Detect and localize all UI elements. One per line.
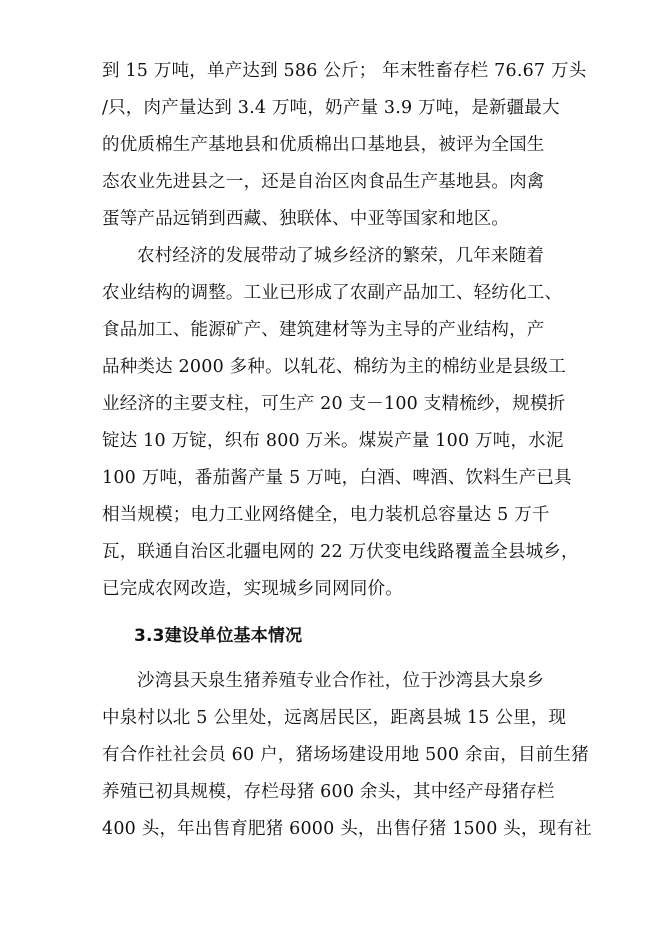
- paragraph-3-line: 中泉村以北 5 公里处，远离居民区，距离县城 15 公里，现: [102, 708, 567, 728]
- paragraph-3-line: 养殖已初具规模，存栏母猪 600 余头，其中经产母猪存栏: [102, 782, 555, 802]
- paragraph-2-line: 瓦，联通自治区北疆电网的 22 万伏变电线路覆盖全县城乡，: [102, 542, 579, 562]
- paragraph-1-line: 蛋等产品远销到西藏、独联体、中亚等国家和地区。: [102, 209, 510, 229]
- paragraph-1-line: 的优质棉生产基地县和优质棉出口基地县，被评为全国生: [102, 135, 545, 155]
- paragraph-3-line: 有合作社社会员 60 户，猪场场建设用地 500 余亩，目前生猪: [102, 745, 589, 765]
- paragraph-3-line: 沙湾县天泉生猪养殖专业合作社，位于沙湾县大泉乡: [137, 671, 545, 691]
- section-heading: 3.3建设单位基本情况: [134, 626, 303, 646]
- paragraph-2-line: 品种类达 2000 多种。以轧花、棉纺为主的棉纺业是县级工: [102, 357, 566, 377]
- paragraph-2-line: 业经济的主要支柱，可生产 20 支－100 支精梳纱，规模折: [102, 394, 566, 414]
- paragraph-2-line: 相当规模；电力工业网络健全，电力装机总容量达 5 万千: [102, 505, 550, 525]
- paragraph-3-line: 400 头，年出售育肥猪 6000 头，出售仔猪 1500 头，现有社: [102, 819, 592, 839]
- paragraph-2-line: 锭达 10 万锭，织布 800 万米。煤炭产量 100 万吨，水泥: [102, 431, 564, 451]
- paragraph-2-line: 农村经济的发展带动了城乡经济的繁荣，几年来随着: [137, 246, 545, 266]
- paragraph-1-line: 到 15 万吨，单产达到 586 公斤； 年末牲畜存栏 76.67 万头: [102, 61, 587, 81]
- paragraph-2-line: 100 万吨，番茄酱产量 5 万吨，白酒、啤酒、饮料生产已具: [102, 468, 572, 488]
- paragraph-2-line: 农业结构的调整。工业已形成了农副产品加工、轻纺化工、: [102, 283, 563, 303]
- paragraph-2-line: 食品加工、能源矿产、建筑建材等为主导的产业结构，产: [102, 320, 545, 340]
- paragraph-1-line: /只，肉产量达到 3.4 万吨，奶产量 3.9 万吨，是新疆最大: [102, 98, 560, 118]
- paragraph-2-line: 已完成农网改造，实现城乡同网同价。: [102, 579, 403, 599]
- paragraph-1-line: 态农业先进县之一，还是自治区肉食品生产基地县。肉禽: [102, 172, 545, 192]
